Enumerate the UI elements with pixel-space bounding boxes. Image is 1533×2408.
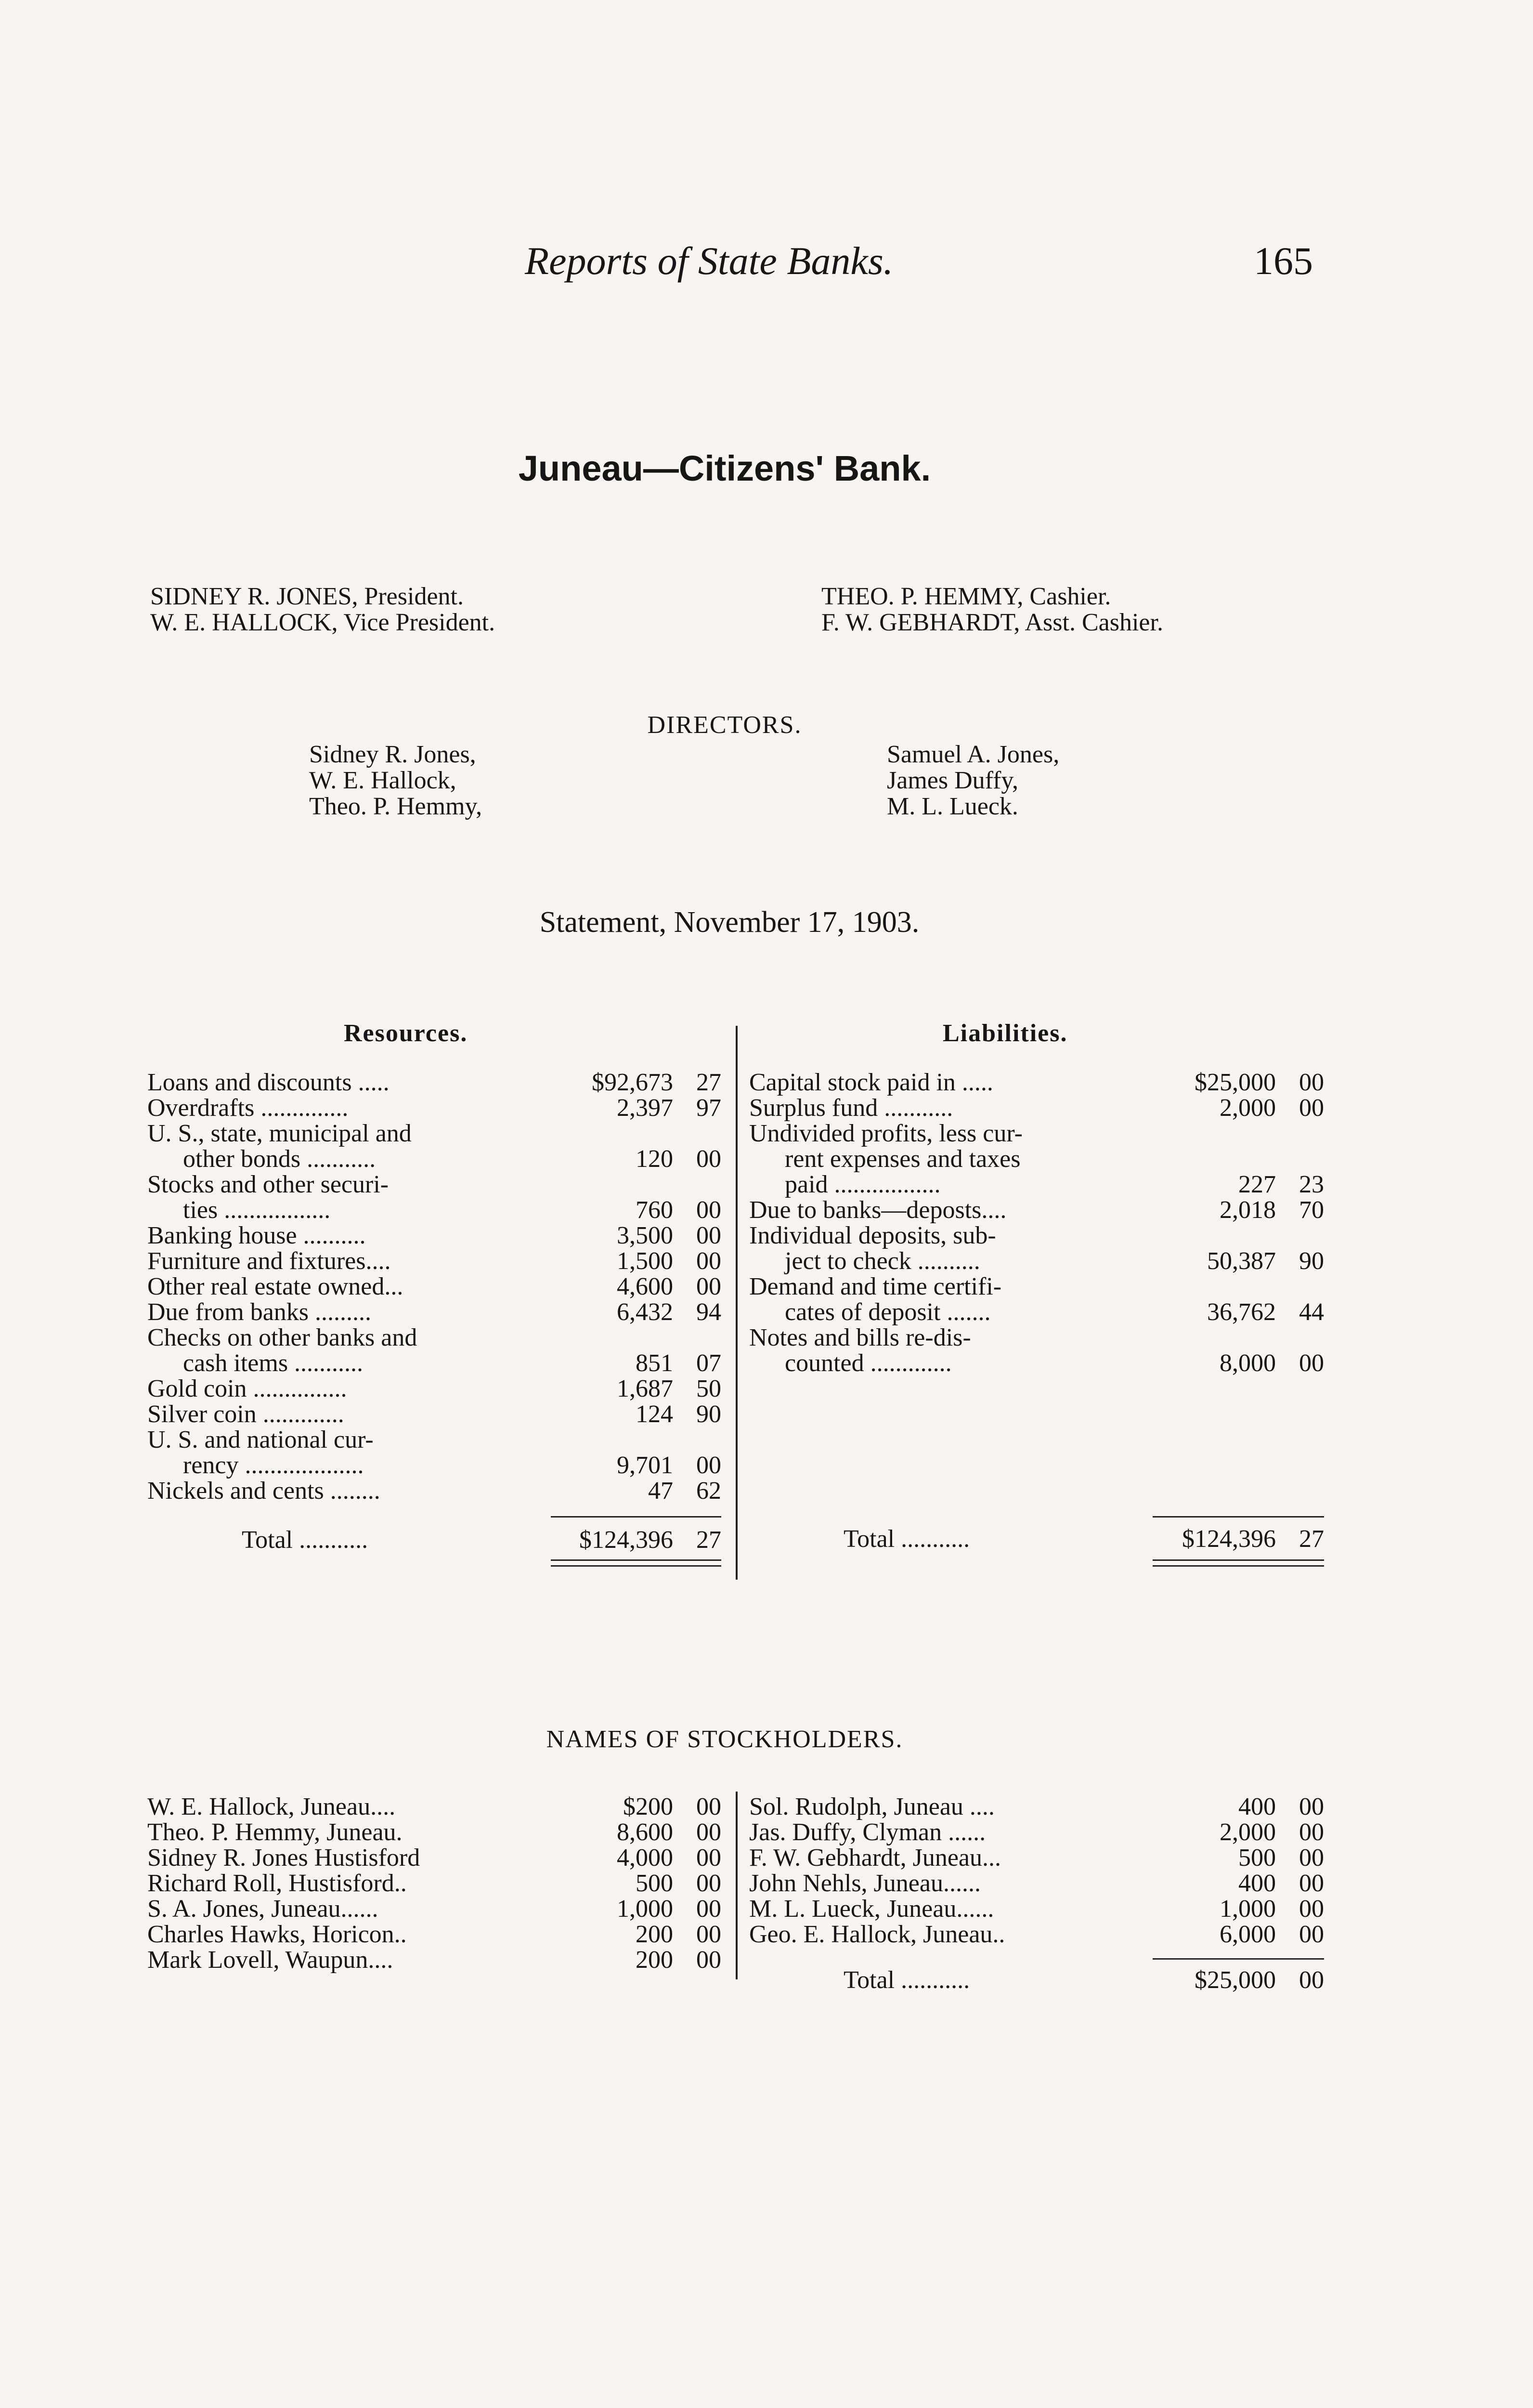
liability-row	[749, 1119, 1324, 1145]
director-name: M. L. Lueck.	[887, 793, 1018, 820]
resource-row	[147, 1068, 721, 1094]
row-label: F. W. Gebhardt, Juneau...	[749, 1844, 1001, 1871]
resource-row	[147, 1323, 721, 1349]
row-label: Sidney R. Jones Hustisford	[147, 1844, 420, 1871]
resources-heading: Resources.	[344, 1020, 468, 1047]
row-amount: 400	[1238, 1870, 1276, 1897]
liabilities-double-rule	[1153, 1559, 1324, 1561]
resource-row	[147, 1247, 721, 1273]
row-amount: 2,018	[1220, 1196, 1276, 1224]
row-cents: 00	[696, 1196, 721, 1224]
row-label: Individual deposits, sub-	[749, 1222, 996, 1249]
row-label: Sol. Rudolph, Juneau ....	[749, 1793, 995, 1820]
row-amount: 4,600	[617, 1273, 673, 1300]
row-cents: 27	[696, 1069, 721, 1096]
row-cents: 00	[1299, 1921, 1324, 1948]
row-label: Demand and time certifi-	[749, 1273, 1002, 1300]
resource-row	[147, 1298, 721, 1324]
row-label: Stocks and other securi-	[147, 1171, 389, 1198]
row-amount: 8,600	[617, 1819, 673, 1846]
row-cents: 90	[1299, 1247, 1324, 1275]
row-cents: 00	[1299, 1349, 1324, 1377]
row-label: ject to check ..........	[785, 1247, 980, 1275]
row-label: Richard Roll, Hustisford..	[147, 1870, 407, 1897]
row-amount: 2,000	[1220, 1094, 1276, 1122]
director-name: Sidney R. Jones,	[309, 741, 476, 768]
resource-row	[147, 1221, 721, 1247]
director-name: W. E. Hallock,	[309, 767, 456, 794]
resource-row	[147, 1145, 721, 1171]
liability-row	[749, 1272, 1324, 1298]
row-amount: 851	[636, 1349, 673, 1377]
stockholder-row	[749, 1869, 1324, 1895]
row-label: S. A. Jones, Juneau......	[147, 1895, 378, 1923]
stockholder-row	[749, 1920, 1324, 1946]
row-label: rent expenses and taxes	[785, 1145, 1021, 1173]
liabilities-total-rule	[1153, 1516, 1324, 1518]
total-row	[749, 1966, 1324, 1992]
officer-vice-president: W. E. HALLOCK, Vice President.	[150, 609, 495, 636]
row-cents: 50	[696, 1375, 721, 1402]
row-label: W. E. Hallock, Juneau....	[147, 1793, 396, 1820]
page-number: 165	[1254, 239, 1313, 283]
row-label: cash items ...........	[183, 1349, 364, 1377]
resources-total-rule	[551, 1516, 721, 1518]
row-amount: 200	[636, 1921, 673, 1948]
liability-row	[749, 1323, 1324, 1349]
row-cents: 90	[696, 1400, 721, 1428]
row-cents: 97	[696, 1094, 721, 1122]
resources-double-rule	[551, 1565, 721, 1567]
stockholder-row	[147, 1869, 721, 1895]
row-label: Due to banks—deposts....	[749, 1196, 1007, 1224]
officer-asst-cashier: F. W. GEBHARDT, Asst. Cashier.	[821, 609, 1163, 636]
directors-right	[887, 742, 1059, 820]
row-cents: 00	[1299, 1895, 1324, 1923]
row-cents: 00	[696, 1895, 721, 1923]
liabilities-heading: Liabilities.	[943, 1020, 1068, 1047]
total-row	[147, 1526, 721, 1552]
stockholder-row	[147, 1818, 721, 1844]
officer-cashier: THEO. P. HEMMY, Cashier.	[821, 583, 1111, 610]
row-amount: 760	[636, 1196, 673, 1224]
director-name: Theo. P. Hemmy,	[309, 793, 482, 820]
liability-row	[749, 1196, 1324, 1222]
row-amount: 227	[1238, 1171, 1276, 1198]
row-label: Capital stock paid in .....	[749, 1069, 993, 1096]
row-label: U. S., state, municipal and	[147, 1120, 412, 1147]
row-amount: 1,500	[617, 1247, 673, 1275]
total-amount: $124,396	[1182, 1525, 1276, 1553]
director-name: James Duffy,	[887, 767, 1018, 794]
row-cents: 00	[1299, 1094, 1324, 1122]
row-label: Overdrafts ..............	[147, 1094, 349, 1122]
row-cents: 00	[696, 1844, 721, 1871]
stockholder-row	[147, 1946, 721, 1972]
stockholder-row	[147, 1844, 721, 1870]
stockholder-row	[749, 1895, 1324, 1921]
row-amount: 4,000	[617, 1844, 673, 1871]
row-amount: 400	[1238, 1793, 1276, 1820]
resource-row	[147, 1196, 721, 1222]
row-amount: $92,673	[592, 1069, 673, 1096]
stockholders-total-rule	[1153, 1958, 1324, 1960]
row-label: Furniture and fixtures....	[147, 1247, 391, 1275]
row-cents: 00	[1299, 1793, 1324, 1820]
row-label: cates of deposit .......	[785, 1298, 991, 1326]
row-cents: 00	[696, 1247, 721, 1275]
row-amount: 8,000	[1220, 1349, 1276, 1377]
resource-row	[147, 1170, 721, 1196]
resource-row	[147, 1451, 721, 1477]
row-amount: 1,687	[617, 1375, 673, 1402]
row-label: Nickels and cents ........	[147, 1477, 380, 1505]
officers-left	[150, 584, 495, 636]
row-label: U. S. and national cur-	[147, 1426, 374, 1453]
row-amount: 36,762	[1207, 1298, 1276, 1326]
row-cents: 94	[696, 1298, 721, 1326]
row-amount: 3,500	[617, 1222, 673, 1249]
officers-right	[821, 584, 1163, 636]
row-amount: 50,387	[1207, 1247, 1276, 1275]
liability-row	[749, 1145, 1324, 1171]
total-label: Total ...........	[844, 1525, 970, 1553]
director-name: Samuel A. Jones,	[887, 741, 1060, 768]
row-label: Geo. E. Hallock, Juneau..	[749, 1921, 1005, 1948]
row-amount: 500	[1238, 1844, 1276, 1871]
row-cents: 00	[696, 1222, 721, 1249]
row-label: Theo. P. Hemmy, Juneau.	[147, 1819, 403, 1846]
resource-row	[147, 1094, 721, 1120]
row-label: Silver coin .............	[147, 1400, 344, 1428]
row-amount: 6,432	[617, 1298, 673, 1326]
liability-row	[749, 1298, 1324, 1324]
row-amount: 47	[648, 1477, 673, 1505]
row-cents: 07	[696, 1349, 721, 1377]
row-label: Notes and bills re-dis-	[749, 1324, 971, 1351]
row-label: Mark Lovell, Waupun....	[147, 1946, 393, 1974]
row-amount: 1,000	[617, 1895, 673, 1923]
liability-row	[749, 1068, 1324, 1094]
row-amount: 6,000	[1220, 1921, 1276, 1948]
stockholder-row	[749, 1818, 1324, 1844]
total-cents: 00	[1299, 1966, 1324, 1994]
row-label: Due from banks .........	[147, 1298, 372, 1326]
row-cents: 00	[696, 1921, 721, 1948]
resource-row	[147, 1119, 721, 1145]
liability-row	[749, 1247, 1324, 1273]
resource-row	[147, 1272, 721, 1298]
row-label: Surplus fund ...........	[749, 1094, 953, 1122]
row-cents: 00	[1299, 1069, 1324, 1096]
row-amount: 500	[636, 1870, 673, 1897]
row-cents: 00	[696, 1273, 721, 1300]
stockholder-row	[147, 1793, 721, 1819]
liabilities-double-rule	[1153, 1565, 1324, 1567]
row-label: Undivided profits, less cur-	[749, 1120, 1023, 1147]
running-title: Reports of State Banks.	[525, 239, 894, 283]
row-cents: 00	[1299, 1819, 1324, 1846]
stockholder-row	[749, 1793, 1324, 1819]
bank-title: Juneau—Citizens' Bank.	[518, 448, 931, 488]
row-label: counted .............	[785, 1349, 952, 1377]
row-cents: 00	[1299, 1844, 1324, 1871]
row-amount: $25,000	[1195, 1069, 1276, 1096]
stockholders-heading: NAMES OF STOCKHOLDERS.	[546, 1726, 903, 1753]
total-cents: 27	[696, 1526, 721, 1554]
row-amount: 2,397	[617, 1094, 673, 1122]
row-cents: 00	[696, 1145, 721, 1173]
row-amount: $200	[623, 1793, 673, 1820]
row-cents: 00	[696, 1819, 721, 1846]
row-label: paid .................	[785, 1171, 941, 1198]
row-amount: 200	[636, 1946, 673, 1974]
row-label: Jas. Duffy, Clyman ......	[749, 1819, 986, 1846]
row-label: Checks on other banks and	[147, 1324, 417, 1351]
row-cents: 62	[696, 1477, 721, 1505]
total-amount: $124,396	[579, 1526, 673, 1554]
resource-row	[147, 1426, 721, 1452]
row-cents: 00	[696, 1946, 721, 1974]
row-cents: 70	[1299, 1196, 1324, 1224]
row-label: Loans and discounts .....	[147, 1069, 390, 1096]
row-cents: 00	[696, 1870, 721, 1897]
officer-president: SIDNEY R. JONES, President.	[150, 583, 464, 610]
total-label: Total ...........	[844, 1966, 970, 1994]
row-label: rency ...................	[183, 1452, 364, 1479]
liability-row	[749, 1349, 1324, 1375]
total-label: Total ...........	[242, 1526, 368, 1554]
row-amount: 1,000	[1220, 1895, 1276, 1923]
directors-left	[309, 742, 482, 820]
row-label: M. L. Lueck, Juneau......	[749, 1895, 994, 1923]
resource-row	[147, 1477, 721, 1503]
resource-row	[147, 1400, 721, 1426]
resource-row	[147, 1349, 721, 1375]
total-amount: $25,000	[1195, 1966, 1276, 1994]
row-label: Banking house ..........	[147, 1222, 366, 1249]
row-amount: 120	[636, 1145, 673, 1173]
row-cents: 00	[696, 1452, 721, 1479]
row-cents: 00	[696, 1793, 721, 1820]
row-cents: 23	[1299, 1171, 1324, 1198]
stockholder-row	[749, 1844, 1324, 1870]
liability-row	[749, 1221, 1324, 1247]
row-cents: 44	[1299, 1298, 1324, 1326]
row-label: John Nehls, Juneau......	[749, 1870, 981, 1897]
row-label: ties .................	[183, 1196, 331, 1224]
row-label: Charles Hawks, Horicon..	[147, 1921, 407, 1948]
row-label: Other real estate owned...	[147, 1273, 403, 1300]
row-cents: 00	[1299, 1870, 1324, 1897]
stockholders-divider	[736, 1792, 738, 1979]
column-divider	[736, 1026, 738, 1580]
row-amount: 2,000	[1220, 1819, 1276, 1846]
liability-row	[749, 1170, 1324, 1196]
resources-double-rule	[551, 1559, 721, 1561]
row-label: other bonds ...........	[183, 1145, 376, 1173]
liability-row	[749, 1094, 1324, 1120]
row-amount: 9,701	[617, 1452, 673, 1479]
statement-title: Statement, November 17, 1903.	[539, 906, 920, 939]
stockholder-row	[147, 1920, 721, 1946]
total-row	[749, 1525, 1324, 1551]
row-amount: 124	[636, 1400, 673, 1428]
resource-row	[147, 1374, 721, 1400]
stockholder-row	[147, 1895, 721, 1921]
row-label: Gold coin ...............	[147, 1375, 347, 1402]
directors-heading: DIRECTORS.	[647, 711, 802, 739]
total-cents: 27	[1299, 1525, 1324, 1553]
